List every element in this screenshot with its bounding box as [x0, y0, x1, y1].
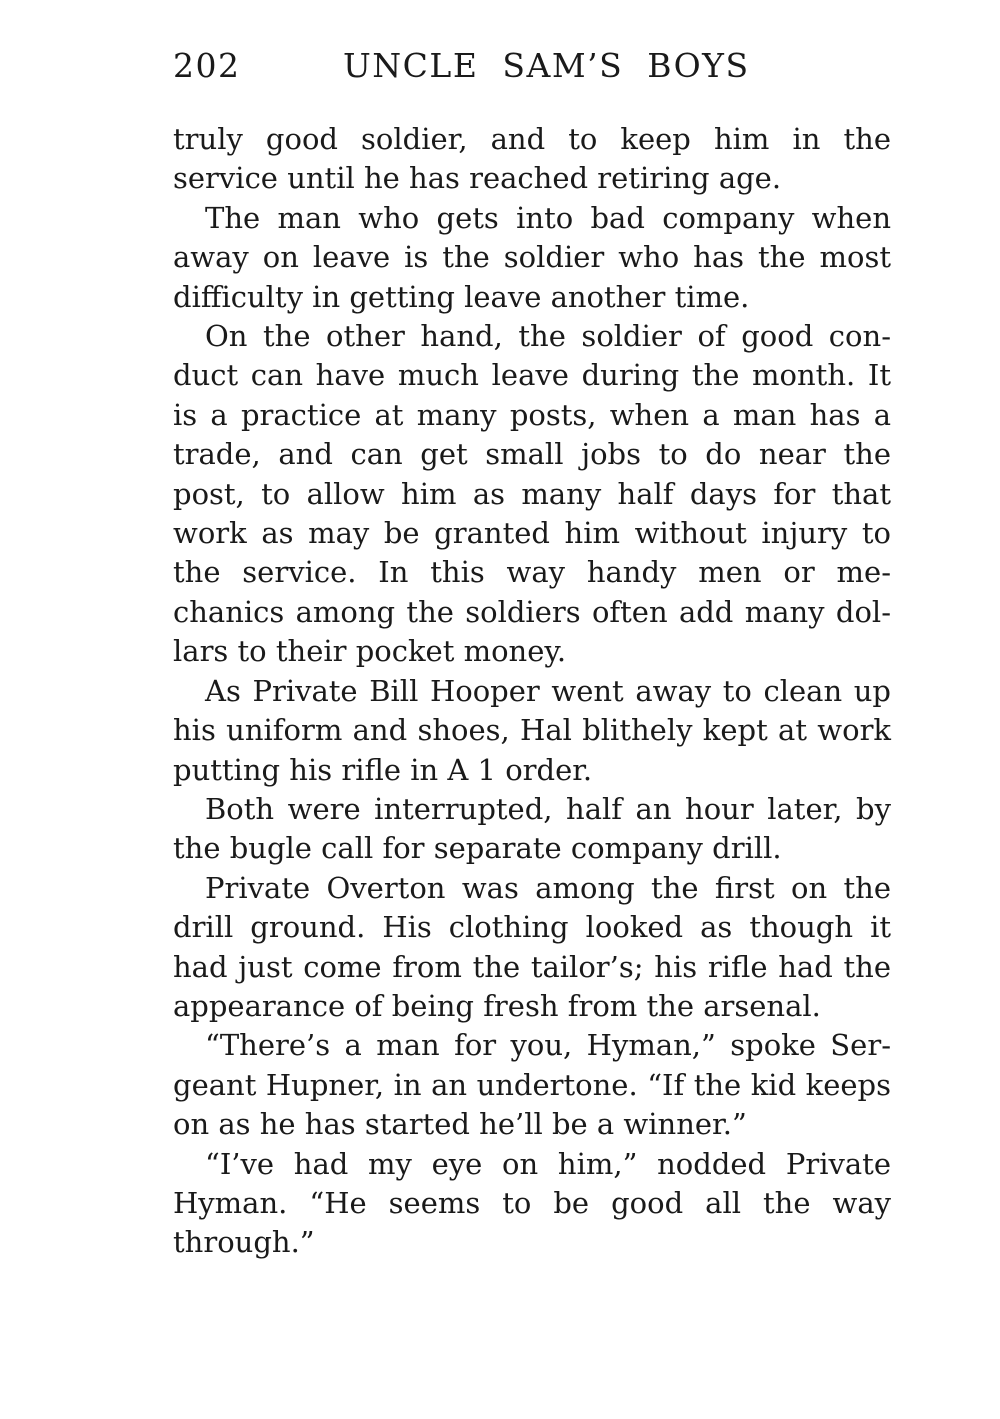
running-head [173, 38, 891, 94]
page-number: 202 [173, 46, 241, 85]
book-page [173, 38, 891, 1263]
paragraph: The man who gets into bad company when away on leave is the soldier who has the most difficulty in getting leave another time. [173, 200, 891, 314]
paragraph: “There’s a man for you, Hyman,” spoke Sergeant Hupner, in an undertone. “If the kid keeps on as he has started he’ll be a winner.” [173, 1028, 891, 1142]
paragraph: Private Overton was among the first on the drill ground. His clothing looked as though it had just come from the tailor’s; his rifle had the appearance of being fresh from the arsenal. [173, 870, 891, 1023]
body-text [173, 120, 891, 1263]
book-title: UNCLE SAM’S BOYS [343, 46, 750, 85]
paragraph: Both were interrupted, half an hour later, by the bugle call for separate company drill. [173, 791, 891, 866]
paragraph: As Private Bill Hooper went away to clean up his uniform and shoes, Hal blithely kept at work putting his rifle in A 1 order. [173, 673, 891, 787]
paragraph: On the other hand, the soldier of good conduct can have much leave during the month. It is a practice at many posts, when a man has a trade, and can get small jobs to do near the post, to allow him as many half days for that work as may be granted him without injury to the service. In this way handy men or mechanics among the soldiers often add many dollars to their pocket money. [173, 319, 891, 669]
paragraph: “I’ve had my eye on him,” nodded Private Hyman. “He seems to be good all the way through.” [173, 1146, 891, 1260]
paragraph-continued: truly good soldier, and to keep him in the service until he has reached retiring age. [173, 122, 891, 196]
